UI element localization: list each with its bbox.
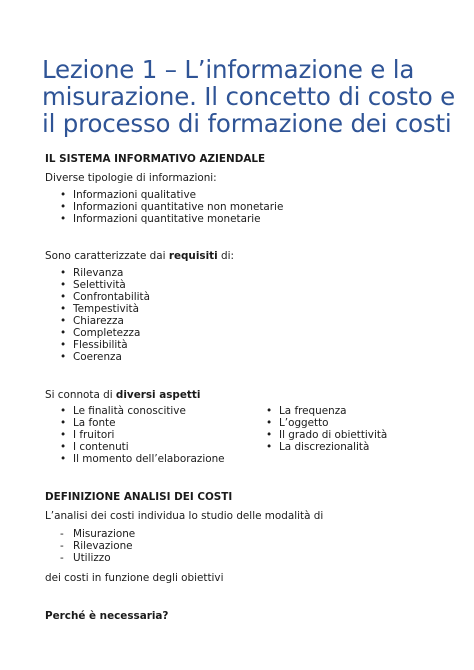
list-item: • Flessibilità	[60, 339, 128, 351]
requirements-intro: Sono caratterizzate dai requisiti di:	[45, 250, 234, 262]
list-item: • I contenuti	[60, 441, 129, 453]
list-item: • I fruitori	[60, 429, 115, 441]
bullet-icon: •	[60, 339, 67, 351]
bullet-icon: •	[60, 279, 67, 291]
list-item: • Le finalità conoscitive	[60, 405, 186, 417]
bullet-icon: •	[60, 441, 67, 453]
bullet-icon: •	[60, 303, 67, 315]
aspects-intro: Si connota di diversi aspetti	[45, 389, 201, 401]
list-item: • Coerenza	[60, 351, 122, 363]
cost-analysis-list	[60, 528, 135, 564]
bullet-icon: •	[60, 189, 67, 201]
list-item: • Informazioni quantitative non monetarie	[60, 201, 284, 213]
list-item: • Informazioni quantitative monetarie	[60, 213, 261, 225]
list-item: • Completezza	[60, 327, 141, 339]
list-item: • Chiarezza	[60, 315, 124, 327]
list-item: • Rilevanza	[60, 267, 124, 279]
dash-icon: -	[60, 528, 64, 540]
dash-icon: -	[60, 540, 64, 552]
lesson-title: Lezione 1 – L’informazione e la misurazione. Il concetto di costo e il processo di formazione dei costi	[42, 55, 456, 138]
list-item: - Misurazione	[60, 528, 136, 540]
section-heading-information-system: IL SISTEMA INFORMATIVO AZIENDALE	[45, 153, 266, 165]
list-item: • Il momento dell’elaborazione	[60, 453, 225, 465]
list-item: • Confrontabilità	[60, 291, 150, 303]
bullet-icon: •	[60, 201, 67, 213]
bullet-icon: •	[60, 213, 67, 225]
list-item: • Selettività	[60, 279, 126, 291]
list-item: • La fonte	[60, 417, 116, 429]
bullet-icon: •	[60, 315, 67, 327]
list-item: • La frequenza	[266, 405, 347, 417]
bullet-icon: •	[266, 405, 273, 417]
bullet-icon: •	[60, 291, 67, 303]
list-item: • Il grado di obiettività	[266, 429, 388, 441]
section-heading-cost-analysis: DEFINIZIONE ANALISI DEI COSTI	[45, 491, 233, 503]
bullet-icon: •	[60, 429, 67, 441]
list-item: • La discrezionalità	[266, 441, 370, 453]
bullet-icon: •	[266, 417, 273, 429]
cost-analysis-outro: dei costi in funzione degli obiettivi	[45, 572, 224, 584]
list-item: • L’oggetto	[266, 417, 329, 429]
question-heading: Perché è necessaria?	[45, 610, 169, 622]
list-item: • Tempestività	[60, 303, 139, 315]
cost-analysis-intro: L’analisi dei costi individua lo studio delle modalità di	[45, 510, 324, 522]
information-types-intro: Diverse tipologie di informazioni:	[45, 172, 217, 184]
information-types-list	[60, 189, 283, 225]
bullet-icon: •	[60, 405, 67, 417]
bullet-icon: •	[60, 351, 67, 363]
bullet-icon: •	[60, 267, 67, 279]
bullet-icon: •	[60, 417, 67, 429]
bullet-icon: •	[266, 441, 273, 453]
bullet-icon: •	[266, 429, 273, 441]
aspects-list-right	[266, 405, 387, 453]
list-item: - Rilevazione	[60, 540, 133, 552]
aspects-list-left	[60, 405, 225, 465]
bullet-icon: •	[60, 453, 67, 465]
list-item: • Informazioni qualitative	[60, 189, 196, 201]
requirements-list	[60, 267, 150, 363]
dash-icon: -	[60, 552, 64, 564]
bullet-icon: •	[60, 327, 67, 339]
list-item: - Utilizzo	[60, 552, 111, 564]
